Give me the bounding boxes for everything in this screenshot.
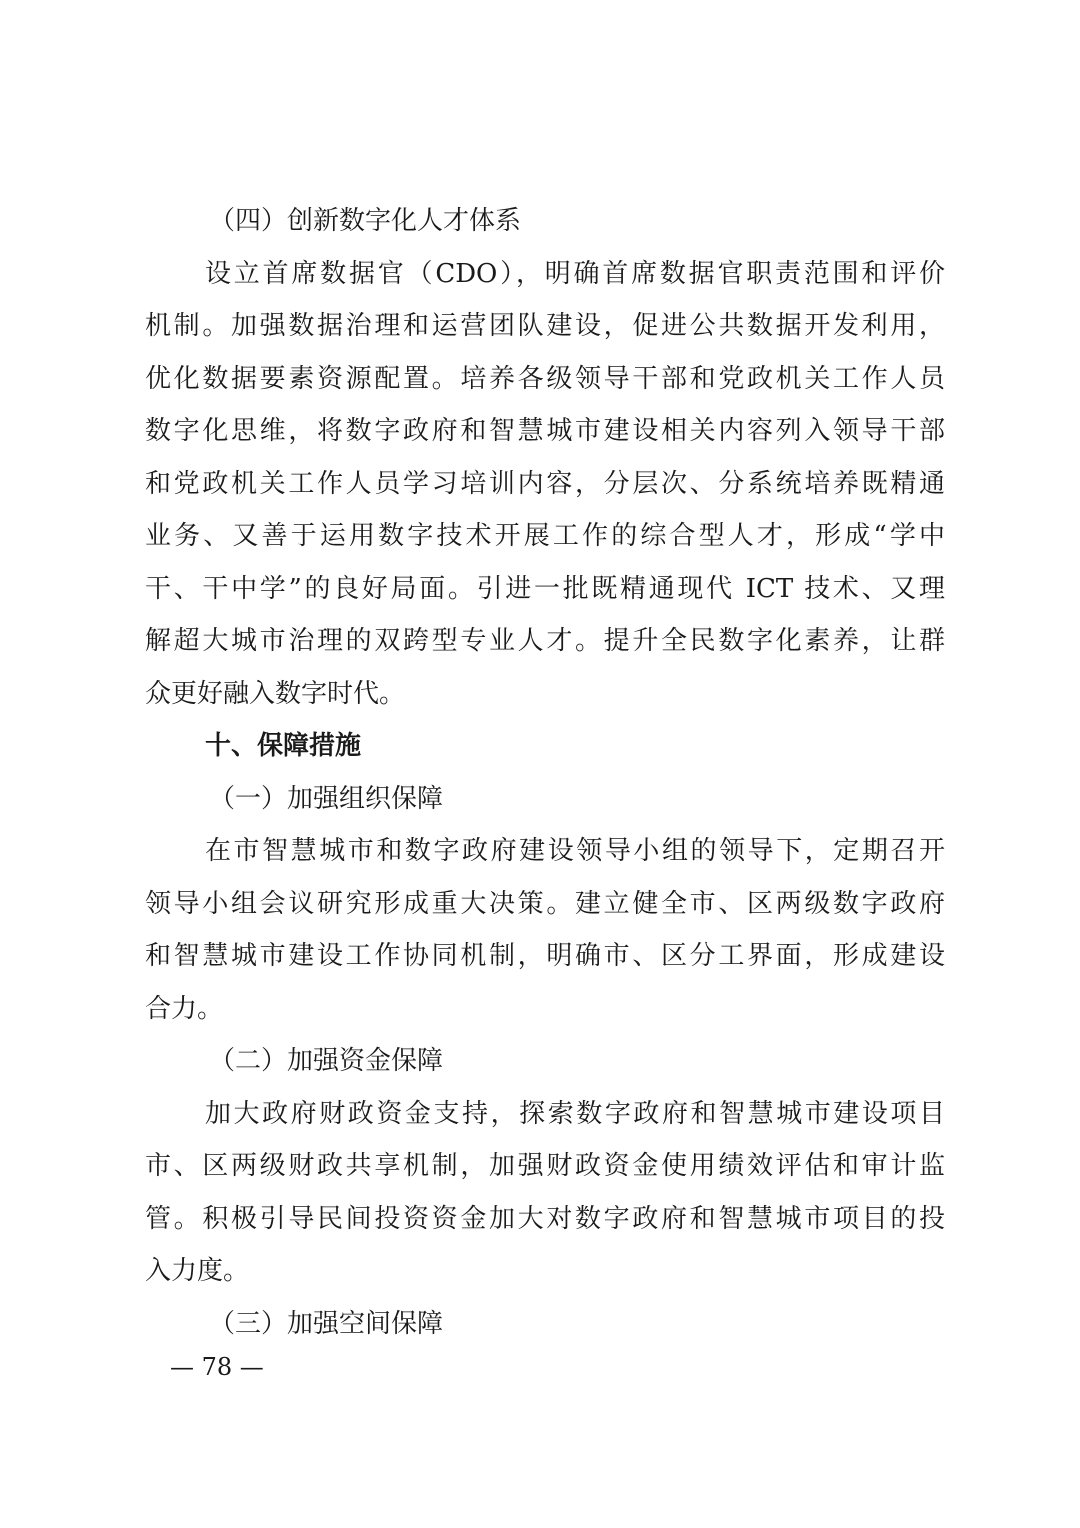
paragraph-line: 领导小组会议研究形成重大决策。建立健全市、区两级数字政府: [145, 888, 945, 919]
paragraph: [145, 1088, 945, 1298]
paragraph-line: 优化数据要素资源配置。培养各级领导干部和党政机关工作人员: [145, 363, 945, 394]
paragraph-line: 在市智慧城市和数字政府建设领导小组的领导下，定期召开: [205, 836, 945, 866]
paragraph-line: 解超大城市治理的双跨型专业人才。提升全民数字化素养，让群: [145, 626, 945, 656]
paragraph-line: 和党政机关工作人员学习培训内容，分层次、分系统培养既精通: [145, 468, 945, 499]
paragraph-line: 设立首席数据官（CDO），明确首席数据官职责范围和评价: [205, 258, 945, 289]
paragraph-line: 机制。加强数据治理和运营团队建设，促进公共数据开发利用，: [145, 311, 945, 341]
paragraph-line: 入力度。: [145, 1256, 250, 1286]
paragraph-line: 合力。: [145, 993, 224, 1024]
paragraph-line: 管。积极引导民间投资资金加大对数字政府和智慧城市项目的投: [145, 1203, 945, 1234]
subsection-heading: （三）加强空间保障: [209, 1308, 444, 1339]
paragraph: [145, 248, 945, 721]
paragraph-line: 和智慧城市建设工作协同机制，明确市、区分工界面，形成建设: [145, 941, 945, 971]
subsection-heading: （一）加强组织保障: [209, 783, 444, 814]
section-heading: 十、保障措施: [205, 731, 362, 761]
paragraph-line: 干、干中学”的良好局面。引进一批既精通现代 ICT 技术、又理: [145, 573, 945, 604]
paragraph-line: 众更好融入数字时代。: [145, 678, 406, 709]
paragraph-line: 加大政府财政资金支持，探索数字政府和智慧城市建设项目: [205, 1098, 945, 1129]
page-number: — 78 —: [170, 1353, 264, 1381]
paragraph-line: 数字化思维，将数字政府和智慧城市建设相关内容列入领导干部: [145, 416, 945, 446]
paragraph-line: 市、区两级财政共享机制，加强财政资金使用绩效评估和审计监: [145, 1151, 945, 1181]
paragraph: [145, 825, 945, 1035]
subsection-heading: （二）加强资金保障: [209, 1046, 444, 1076]
paragraph-line: 业务、又善于运用数字技术开展工作的综合型人才，形成“学中: [145, 521, 945, 551]
document-body: [145, 195, 945, 1350]
subsection-heading: （四）创新数字化人才体系: [209, 206, 522, 236]
